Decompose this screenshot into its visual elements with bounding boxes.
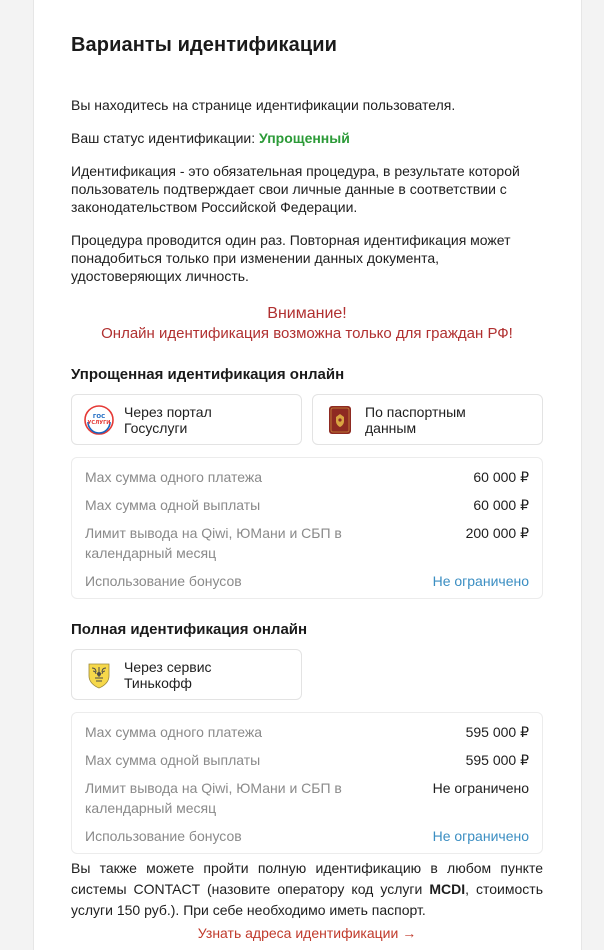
description-text: Идентификация - это обязательная процедура, в результате которой пользователь подтверждает свои личные данные в соответствии с законодательством Российской Федерации. xyxy=(71,163,520,215)
limit-row xyxy=(85,495,529,515)
limit-row xyxy=(85,722,529,742)
gosuslugi-label-line1: Через портал xyxy=(124,403,212,420)
limit-key: Лимит вывода на Qiwi, ЮМани и СБП в календарный месяц xyxy=(85,780,342,816)
limit-key: Использование бонусов xyxy=(85,573,242,589)
contact-info-text xyxy=(71,858,543,921)
tinkoff-label-line2: Тинькофф xyxy=(124,674,192,691)
gosuslugi-icon-text-top: ГОС xyxy=(92,413,106,420)
tinkoff-method-label xyxy=(124,659,212,691)
simple-heading: Упрощенная идентификация онлайн xyxy=(71,366,345,383)
tinkoff-method-button[interactable] xyxy=(71,649,302,700)
identification-addresses-link[interactable] xyxy=(71,925,543,941)
limit-row xyxy=(85,750,529,770)
limit-value: Не ограничено xyxy=(432,573,529,589)
limit-key: Лимит вывода на Qiwi, ЮМани и СБП в календарный месяц xyxy=(85,525,342,561)
identification-card xyxy=(33,0,582,950)
limit-row xyxy=(85,826,529,846)
arrow-right-icon: → xyxy=(402,925,417,941)
addresses-link-label: Узнать адреса идентификации xyxy=(197,925,399,941)
tinkoff-icon xyxy=(84,660,114,690)
limit-key: Max сумма одной выплаты xyxy=(85,752,261,768)
limit-value: Не ограничено xyxy=(432,780,529,796)
limit-key: Max сумма одного платежа xyxy=(85,724,263,740)
status-line xyxy=(71,129,543,147)
passport-method-label xyxy=(365,404,466,436)
limit-row xyxy=(85,571,529,591)
status-label: Ваш статус идентификации: xyxy=(71,130,260,146)
limit-value: 595 000 ₽ xyxy=(465,752,529,768)
full-heading: Полная идентификация онлайн xyxy=(71,621,308,638)
passport-label-line2: данным xyxy=(365,419,417,436)
contact-text-after: , стоимость услуги 150 руб.). При себе необходимо иметь паспорт. xyxy=(71,881,543,918)
gosuslugi-label-line2: Госуслуги xyxy=(124,419,188,436)
gosuslugi-icon-text-bottom: УСЛУГИ xyxy=(87,419,111,426)
passport-method-button[interactable] xyxy=(312,394,543,445)
limit-value: 200 000 ₽ xyxy=(465,525,529,541)
status-value: Упрощенный xyxy=(259,130,350,146)
limit-value: Не ограничено xyxy=(432,828,529,844)
limit-key: Max сумма одной выплаты xyxy=(85,497,261,513)
limit-value: 595 000 ₽ xyxy=(465,724,529,740)
service-code: MCDI xyxy=(429,881,466,897)
warning-block xyxy=(71,304,543,344)
procedure-text: Процедура проводится один раз. Повторная идентификация может понадобиться только при изменении данных документа, удостоверяющих личность. xyxy=(71,232,511,284)
limit-value: 60 000 ₽ xyxy=(473,497,529,513)
limit-key: Использование бонусов xyxy=(85,828,242,844)
full-limits-table xyxy=(71,712,543,854)
gosuslugi-method-label xyxy=(124,404,212,436)
warning-text: Онлайн идентификация возможна только для граждан РФ! xyxy=(101,325,513,342)
limit-key: Max сумма одного платежа xyxy=(85,469,263,485)
gosuslugi-method-button[interactable] xyxy=(71,394,302,445)
intro-text: Вы находитесь на странице идентификации пользователя. xyxy=(71,97,456,113)
page-title: Варианты идентификации xyxy=(71,34,338,56)
passport-icon xyxy=(325,405,355,435)
limit-row xyxy=(85,467,529,487)
contact-text-before: Вы также можете пройти полную идентификацию в любом пункте системы CONTACT (назовите оператору код услуги xyxy=(71,860,543,897)
simple-limits-table xyxy=(71,457,543,599)
limit-row xyxy=(85,523,529,563)
tinkoff-label-line1: Через сервис xyxy=(124,658,212,675)
warning-title: Внимание! xyxy=(267,305,347,322)
limit-row xyxy=(85,778,529,818)
passport-label-line1: По паспортным xyxy=(365,403,466,420)
gosuslugi-icon xyxy=(84,405,114,435)
limit-value: 60 000 ₽ xyxy=(473,469,529,485)
